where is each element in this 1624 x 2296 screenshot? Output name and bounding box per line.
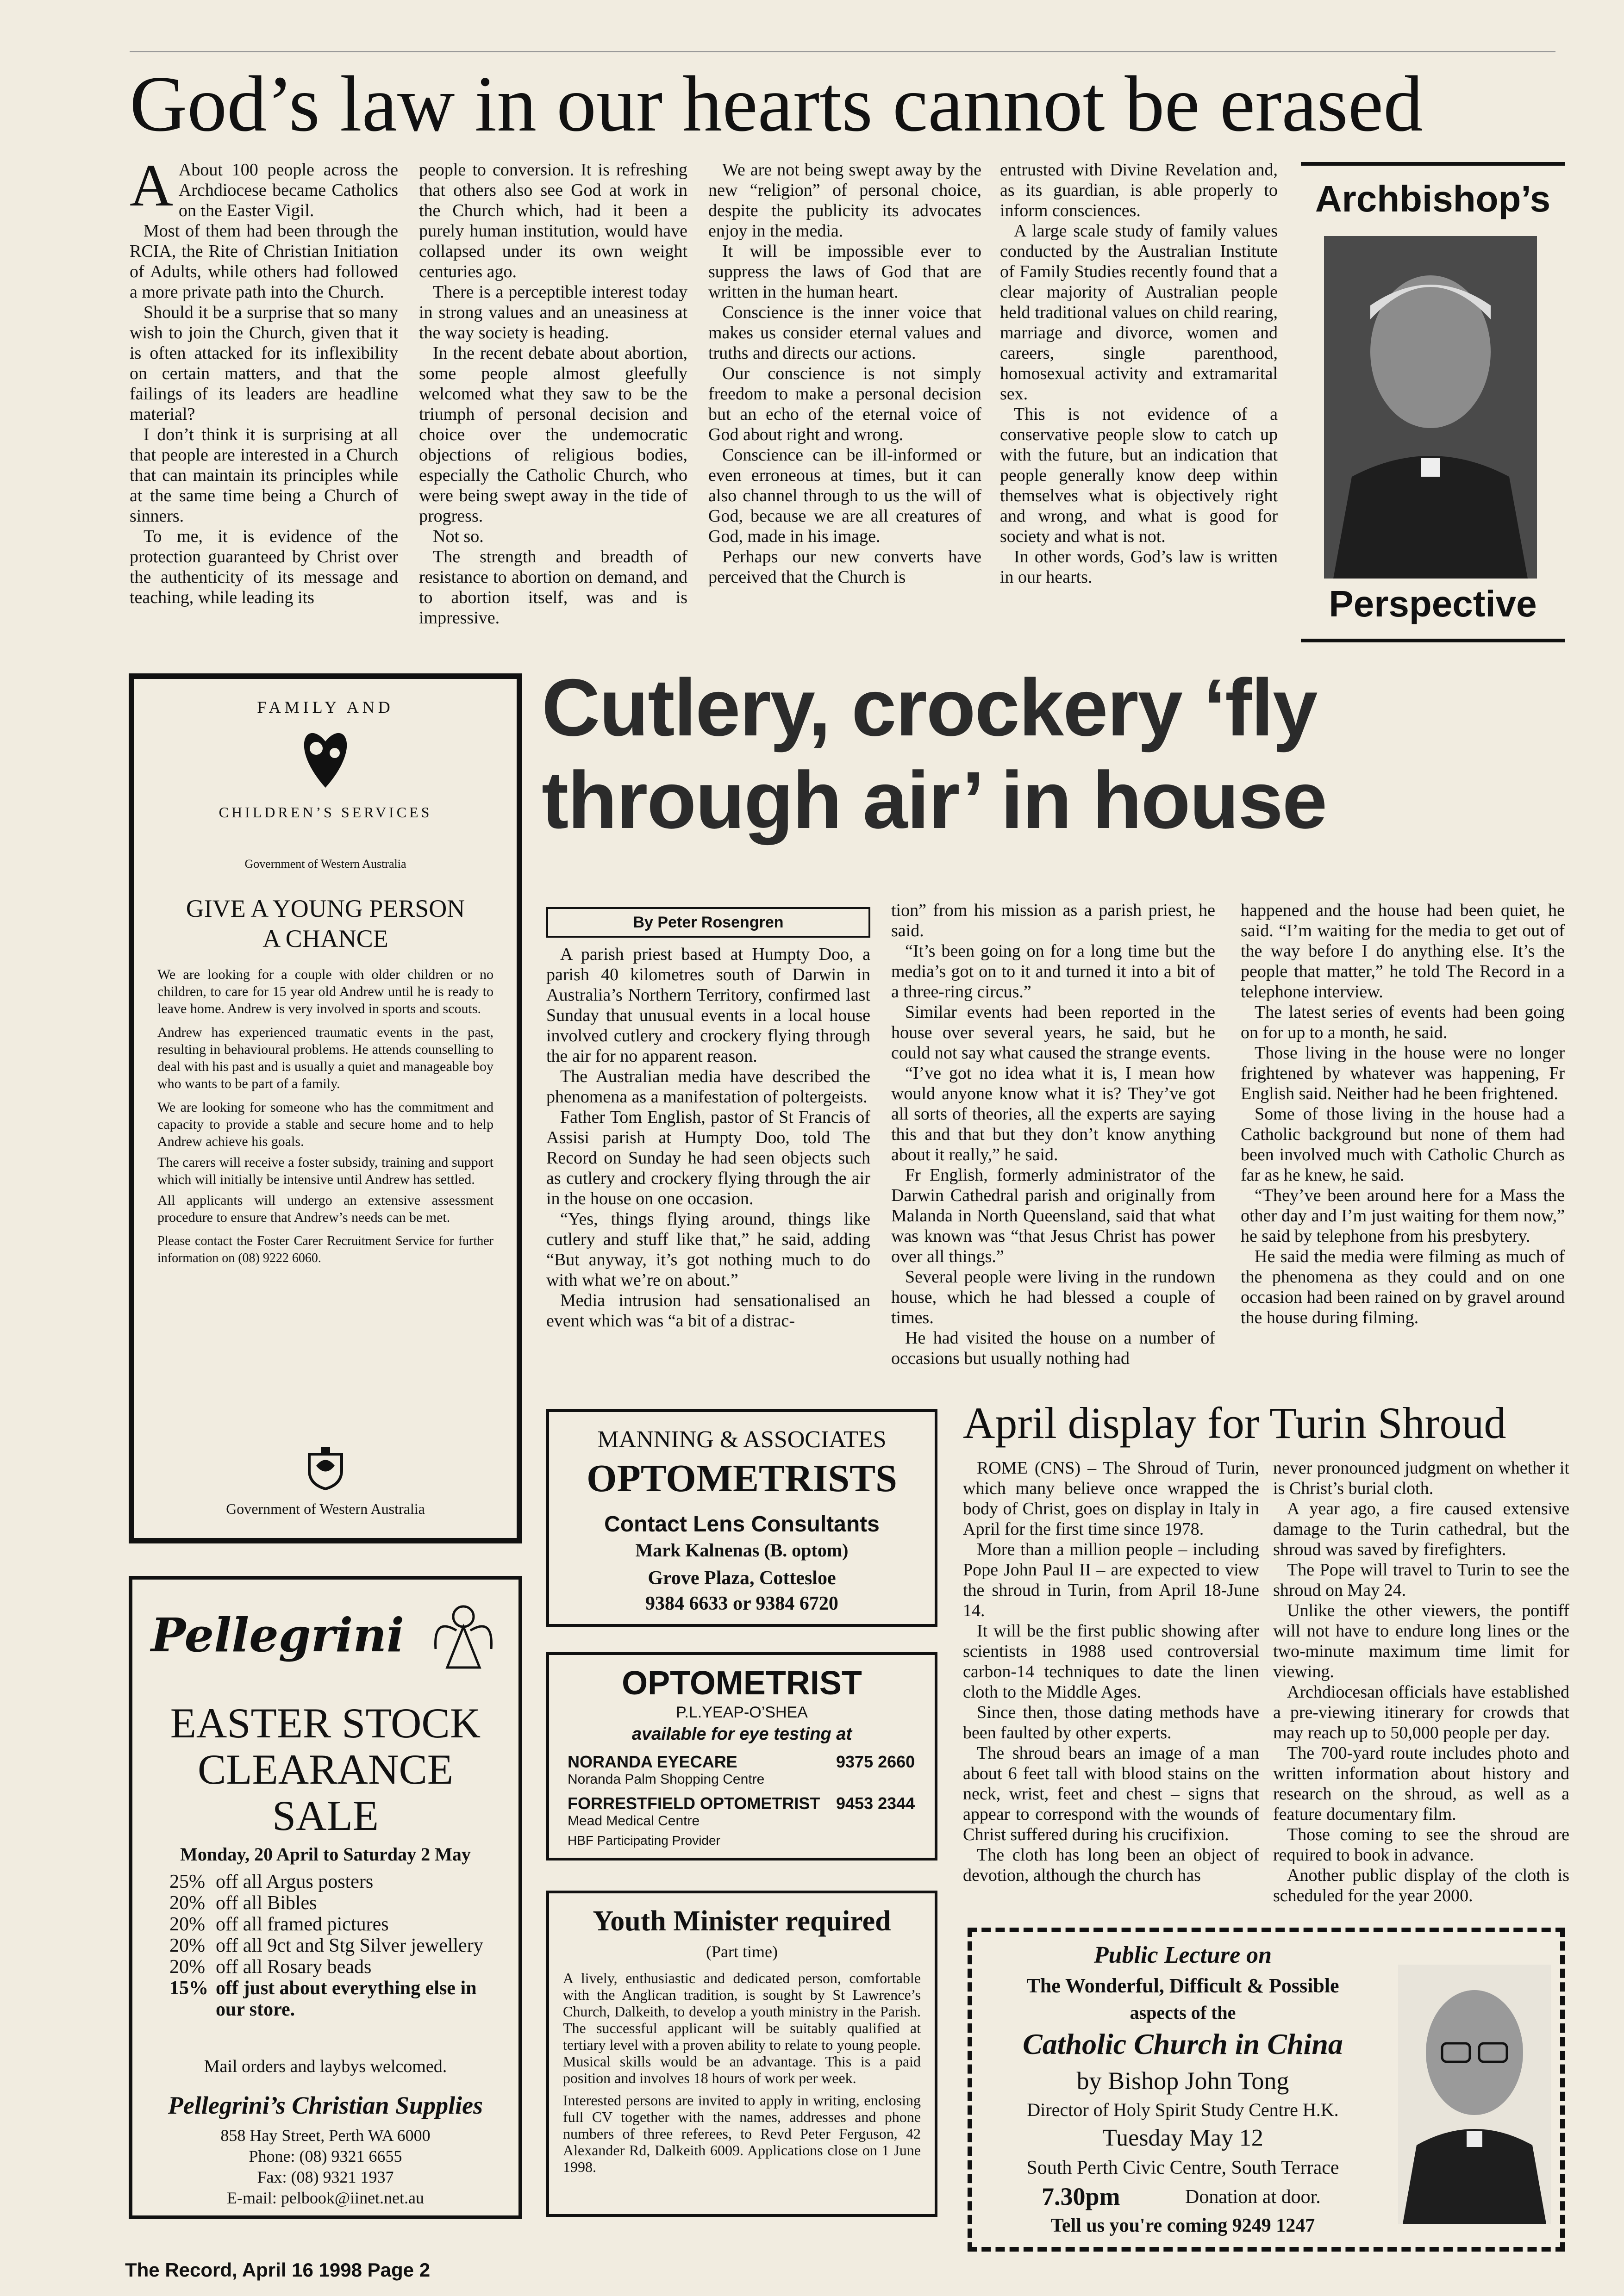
fcs-body: We are looking for a couple with older children or no children, to care for 15 year old Andrew until he is ready to leave home. Andrew is very involved in sports and scouts. Andrew has experienced traumatic events in the past, resulting in behavioural problems. He attends counselling to deal with his past and is usually a quiet and manageable boy who wants to be part of a family. We are looking for someone who has the commitment and capacity to provide a stable and secure home and to help Andrew achieve his goals. The carers will receive a foster subsidy, training and support which will initially be intensive until Andrew has settled. All applicants will undergo an extensive assessment procedure to ensure that Andrew’s needs can be met. Please contact the Foster Carer Recruitment Service for further information on (08) 9222 6060.: [157, 967, 493, 1265]
fcs-logo-icon: [293, 723, 358, 792]
article1-col2: people to conversion. It is refreshing that others also see God at work in the Church which, had it been a purely human institution, would have collapsed under its own weight centuries ago. There is a perceptible interest today in strong values and an uneasiness at the way society is heading. In the recent debate about abortion, some people almost gleefully welcomed what they saw to be the triumph of personal decision and choice over the undemocratic objections of religious bodies, especially the Catholic Church, who were being swept away in the tide of progress. Not so. The strength and breadth of resistance to abortion on demand, and to abortion itself, was and is impressive.: [419, 160, 687, 628]
lecture-donation: Donation at door.: [1185, 2186, 1321, 2208]
headline-cutlery-line2: through air’ in house: [542, 755, 1327, 846]
pellegrini-brand: Pellegrini: [151, 1608, 405, 1662]
pellegrini-title1: EASTER STOCK: [170, 1699, 481, 1747]
byline: By Peter Rosengren: [546, 907, 870, 938]
article2-col1: A parish priest based at Humpty Doo, a parish 40 kilometres south of Darwin in Australia’s Northern Territory, confirmed last Sunday that unusual events in a local house involved cutlery and crockery flying through the air for no apparent reason. The Australian media have described the phenomena as a manifestation of poltergeists. Father Tom English, pastor of St Francis of Assisi parish at Humpty Doo, told The Record on Sunday he had seen objects such as cutlery and crockery flying through the air in the house on one occasion. “Yes, things flying around, things like cutlery and stuff like that,” he said, adding “But anyway, it’s got nothing much to do with what we’re on about.” Media intrusion had sensationalised an event which was “a bit of a distrac-: [546, 945, 870, 1331]
opt-loc1: NORANDA EYECARE: [568, 1752, 737, 1771]
fcs-govt-small: Government of Western Australia: [244, 857, 406, 871]
pellegrini-shop: Pellegrini’s Christian Supplies: [168, 2091, 483, 2119]
lecture-line3: aspects of the: [1130, 2002, 1236, 2023]
article1-col3: We are not being swept away by the new “religion” of personal choice, despite the publicity its advocates enjoy in the media. It will be impossible ever to suppress the laws of God that are written in the human heart. Conscience is the inner voice that makes us consider eternal values and truths and directs our actions. Our conscience is not simply freedom to make a personal decision but an echo of the eternal voice of God about right and wrong. Conscience can be ill-informed or even erroneous at times, but it can also channel through to us the will of God, because we are all creatures of God, made in his image. Perhaps our new converts have perceived that the Church is: [708, 160, 981, 587]
pellegrini-ad: [129, 1576, 522, 2219]
manning-ad: [546, 1409, 937, 1627]
headline-gods-law: God’s law in our hearts cannot be erased: [130, 60, 1424, 148]
lecture-line6: Director of Holy Spirit Study Centre H.K.: [1027, 2099, 1339, 2120]
wa-crest-icon: [302, 1445, 349, 1491]
pellegrini-email: E-mail: pelbook@iinet.net.au: [226, 2189, 425, 2207]
pellegrini-title3: SALE: [272, 1792, 379, 1839]
page-footer: The Record, April 16 1998 Page 2: [125, 2259, 431, 2281]
pellegrini-dates: Monday, 20 April to Saturday 2 May: [180, 1844, 471, 1865]
article2-col2: tion” from his mission as a parish priest, he said. “It’s been going on for a long time but the media’s got on to it and turned it into a bit of a three-ring circus.” Similar events had been reported in the house over several years, he said, but he could not say what caused the strange events. “I’ve got no idea what it is, I mean how would anyone know what it is? They’ve got all sorts of theories, all the experts are saying this and that but they don’t know anything about it really,” he said. Fr English, formerly administrator of the Darwin Cathedral parish and originally from Malanda in North Queensland, said that what was known was “that Jesus Christ has power over all things.” Several people were living in the rundown house, which he had blessed a couple of times. He had visited the house on a number of occasions but usually nothing had: [891, 901, 1215, 1368]
article1-col4: entrusted with Divine Revelation and, as its guardian, is able properly to inform consciences. A large scale study of family values conducted by the Australian Institute of Family Studies recently found that a clear majority of Australian people held traditional values on child rearing, marriage and divorce, women and careers, single parenthood, homosexual activity and extramarital sex. This is not evidence of a conservative people slow to catch up with the future, but an indication that people generally know deep within themselves what is objectively right and wrong, and what is good for society and what is not. In other words, God’s law is written in our hearts.: [1000, 160, 1278, 587]
public-lecture-ad: [968, 1928, 1565, 2252]
lecture-line2: The Wonderful, Difficult & Possible: [1026, 1974, 1339, 1997]
manning-line6: 9384 6633 or 9384 6720: [645, 1593, 838, 1614]
angel-icon: [429, 1598, 498, 1672]
bishop-portrait-icon: [1398, 1965, 1551, 2224]
pellegrini-offers: 25% off all Argus posters 20% off all Bibles 20% off all framed pictures 20% off all 9ct and Stg Silver jewellery 20% off all Rosary beads 15% off just about everything else in our store.: [169, 1871, 483, 2020]
archbishop-photo: [1324, 236, 1537, 579]
archbishop-portrait-icon: [1324, 236, 1537, 579]
pellegrini-phone: Phone: (08) 9321 6655: [249, 2147, 402, 2165]
headline-turin-shroud: April display for Turin Shroud: [963, 1398, 1506, 1448]
bishop-tong-photo: [1398, 1965, 1551, 2224]
family-services-ad: [129, 673, 522, 1543]
manning-line5: Grove Plaza, Cottesloe: [648, 1568, 836, 1589]
pellegrini-fax: Fax: (08) 9321 1937: [257, 2168, 394, 2186]
youth-body: A lively, enthusiastic and dedicated person, comfortable with the Anglican tradition, is sought by St Lawrence’s Church, Dalkeith, to develop a youth ministry in the Parish. The successful applicant will be suitably qualified at tertiary level with a proven ability to relate to young people. Musical skills would be an advantage. This is a paid position and involves 18 hours of work per week. Interested persons are invited to apply in writing, enclosing full CV together with the names, addresses and phone numbers of three referees, to Revd Peter Ferguson, 42 Alexander Rd, Dalkeith 6009. Applications close on 1 June 1998.: [563, 1970, 921, 2175]
opt-hbf: HBF Participating Provider: [568, 1833, 720, 1848]
youth-sub: (Part time): [706, 1942, 778, 1961]
pellegrini-address: 858 Hay Street, Perth WA 6000: [220, 2126, 431, 2145]
opt-loc2-sub: Mead Medical Centre: [568, 1813, 700, 1829]
opt-avail: available for eye testing at: [631, 1724, 852, 1744]
manning-line4: Mark Kalnenas (B. optom): [635, 1540, 849, 1561]
article3-col2: never pronounced judgment on whether it is Christ’s burial cloth. A year ago, a fire caused extensive damage to the Turin cathedral, but the shroud was saved by firefighters. The Pope will travel to Turin to see the shroud on May 24. Unlike the other viewers, the pontiff will not have to endure long lines or the two-minute maximum time limit for viewing. Archdiocesan officials have established a pre-viewing itinerary for crowds that may reach up to 50,000 people per day. The 700-yard route includes photo and written information about history and research on the shroud, as well as a feature documentary film. Those coming to see the shroud are required to book in advance. Another public display of the cloth is scheduled for the year 2000.: [1273, 1458, 1569, 1905]
manning-line2: OPTOMETRISTS: [587, 1457, 897, 1500]
archbishop-rule-bottom: [1301, 639, 1565, 642]
lecture-line8: South Perth Civic Centre, South Terrace: [1026, 2157, 1339, 2178]
opt-loc2: FORRESTFIELD OPTOMETRIST: [568, 1794, 820, 1813]
opt-loc2-phone: 9453 2344: [836, 1794, 915, 1813]
opt-title: OPTOMETRIST: [622, 1665, 862, 1702]
fcs-title-line2: A CHANCE: [262, 925, 388, 952]
lecture-line10: Tell us you're coming 9249 1247: [1050, 2215, 1315, 2236]
fcs-footer: Government of Western Australia: [226, 1500, 425, 1517]
pellegrini-mail: Mail orders and laybys welcomed.: [204, 2057, 447, 2076]
manning-line1: MANNING & ASSOCIATES: [597, 1426, 887, 1453]
perspective-label: Perspective: [1329, 583, 1537, 624]
headline-cutlery-line1: Cutlery, crockery ‘fly: [542, 663, 1317, 753]
article3-col1: ROME (CNS) – The Shroud of Turin, which many believe once wrapped the body of Christ, goes on display in Italy in April for the first time since 1978. More than a million people – including Pope John Paul II – are expected to view the shroud in Turin, from April 18-June 14. It will be the first public showing after scientists in 1988 used controversial carbon-14 techniques to date the linen cloth to the Middle Ages. Since then, those dating methods have been faulted by other experts. The shroud bears an image of a man about 6 feet tall with blood stains on the neck, wrist, feet and chest – signs that appear to correspond with the wounds of Christ suffered during his crucifixion. The cloth has long been an object of devotion, although the church has: [963, 1458, 1259, 1885]
fcs-title-line1: GIVE A YOUNG PERSON: [186, 895, 465, 922]
opt-loc1-phone: 9375 2660: [836, 1752, 915, 1771]
archbishop-rule-top: [1301, 162, 1565, 166]
fcs-logo-bottom-text: CHILDREN’S SERVICES: [219, 804, 432, 821]
pellegrini-title2: CLEARANCE: [198, 1746, 453, 1793]
lecture-line5: by Bishop John Tong: [1076, 2067, 1289, 2095]
opt-name: P.L.YEAP-O’SHEA: [676, 1704, 808, 1721]
article2-col3: happened and the house had been quiet, he said. “I’m waiting for the media to get out of the way before I do anything else. It’s the people that matter,” he told The Record in a telephone interview. The latest series of events had been going on for up to a month, he said. Those living in the house were no longer frightened by whatever was happening, Fr English said. Neither had he been frightened. Some of those living in the house had a Catholic background but none of them had been involved much with Catholic Church as far as he knew, he said. “They’ve been around here for a Mass the other day and I’m just waiting for them now,” he said by telephone from his presbytery. He said the media were filming as much of the phenomena as they could and on one occasion had been rained on by gravel around the house during filming.: [1241, 901, 1565, 1327]
lecture-line4: Catholic Church in China: [1023, 2028, 1343, 2060]
fcs-logo-top-text: FAMILY AND: [257, 698, 394, 716]
lecture-line7: Tuesday May 12: [1102, 2125, 1263, 2151]
opt-loc1-sub: Noranda Palm Shopping Centre: [568, 1772, 765, 1787]
top-rule: [130, 51, 1555, 52]
archbishop-perspective-box: [1301, 162, 1565, 648]
lecture-line1: Public Lecture on: [1093, 1942, 1272, 1968]
article1-col1: A About 100 people across the Archdiocese became Catholics on the Easter Vigil. Most of them had been through the RCIA, the Rite of Christian Initiation of Adults, while others had followed a more private path into the Church. Should it be a surprise that so many wish to join the Church, given that it is often attacked for its inflexibility on certain matters, and that the failings of its leaders are headline material? I don’t think it is surprising at all that people are interested in a Church that can maintain its principles while at the same time being a Church of sinners. To me, it is evidence of the protection guaranteed by Christ over the authenticity of its message and teaching, while leading its: [130, 160, 398, 607]
manning-line3: Contact Lens Consultants: [604, 1512, 880, 1537]
archbishop-label: Archbishop’s: [1315, 178, 1551, 219]
optometrist-ad: [546, 1652, 937, 1860]
lecture-time: 7.30pm: [1042, 2183, 1120, 2210]
youth-minister-ad: [546, 1891, 937, 2217]
youth-title: Youth Minister required: [593, 1905, 891, 1937]
